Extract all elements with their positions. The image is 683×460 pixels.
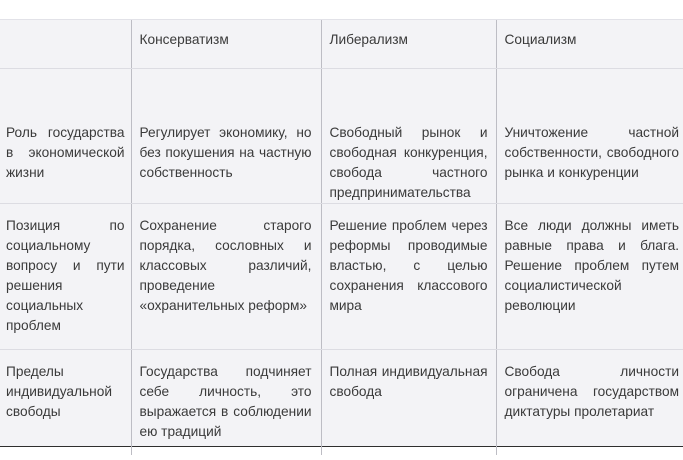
row-label [0, 203, 131, 349]
header-socialism: Социализм [496, 20, 683, 68]
comparison-table [0, 20, 683, 455]
cell-text: Полная индивидуальная свобода [329, 363, 488, 399]
table-cell [496, 68, 683, 203]
cell-text: Уничтожение частной собственности, свободного рынка и конкуренции [504, 124, 679, 180]
ideologies-table [0, 19, 683, 447]
row-label-text: Пределы индивидуальной свободы [6, 363, 112, 419]
table-cell [321, 68, 496, 203]
row-label-text: Роль государства в экономической жизни [6, 124, 125, 180]
cell-text: Все люди должны иметь равные права и блага. Решение проблем путем социалистической революции [504, 217, 679, 313]
row-label [0, 68, 131, 203]
cell-text: Регулирует экономику, но без покушения на частную собственность [139, 124, 312, 180]
header-corner [0, 20, 131, 68]
row-label-text: Позиция по социальному вопросу и пути решения социальных проблем [6, 217, 125, 333]
table-cell [496, 203, 683, 349]
table-cell [131, 349, 321, 455]
table-cell [321, 203, 496, 349]
cell-text: Свободный рынок и свободная конкуренция, свобода частного предпринимательства [329, 124, 488, 200]
row-label [0, 349, 131, 455]
header-conservatism: Консерватизм [131, 20, 321, 68]
table-row [0, 68, 683, 203]
table-header-row [0, 20, 683, 68]
table-cell [131, 68, 321, 203]
table-cell [496, 349, 683, 455]
header-liberalism: Либерализм [321, 20, 496, 68]
cell-text: Решение проблем через реформы проводимые властью, с целью сохранения классового мира [329, 217, 488, 313]
table-row [0, 349, 683, 455]
cell-text: Сохранение старого порядка, сословных и классовых различий, проведение «охранительных реформ» [139, 217, 312, 313]
cell-text: Свобода личности ограничена государством диктатуры пролетариат [504, 363, 679, 419]
table-cell [321, 349, 496, 455]
table-row [0, 203, 683, 349]
cell-text: Государства подчиняет себе личность, это выражается в соблюдении ею традиций [139, 363, 312, 439]
table-cell [131, 203, 321, 349]
